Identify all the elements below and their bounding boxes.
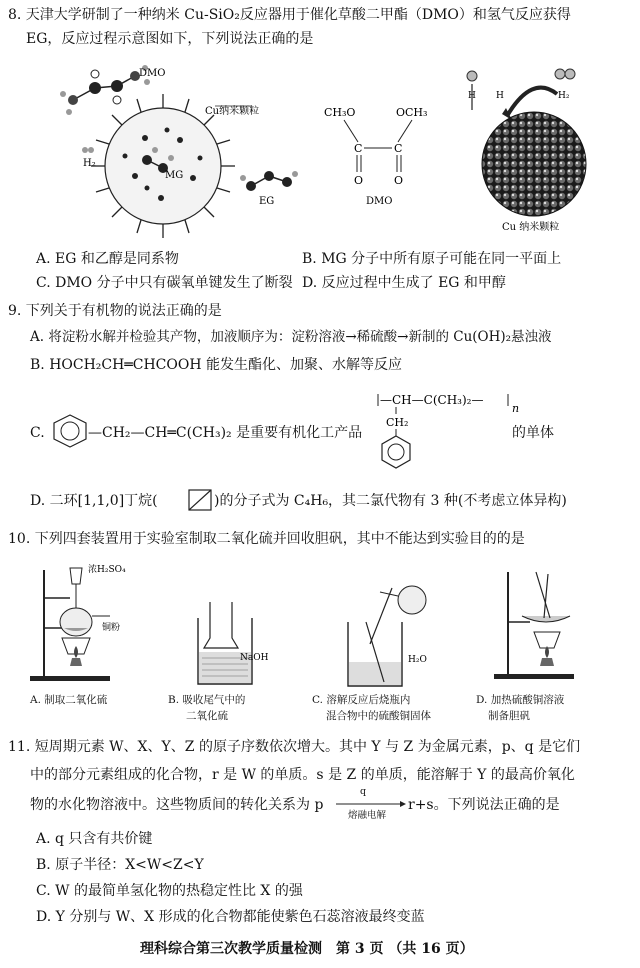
label-mg: MG xyxy=(165,170,184,181)
bicyclobutane-icon xyxy=(188,489,212,511)
apparatus-c xyxy=(340,582,450,692)
cu-ball xyxy=(482,112,586,216)
q10-caption-a: A. 制取二氧化硫 xyxy=(30,694,108,706)
q10-caption-b1: B. 吸收尾气中的 xyxy=(168,694,246,706)
cu-nanoparticle-figure xyxy=(462,64,612,234)
label-h2-top: H₂ xyxy=(558,91,570,101)
label-cu-powder: 铜粉 xyxy=(102,623,121,633)
apparatus-a xyxy=(26,558,156,688)
dmo-o-left: O xyxy=(354,174,364,187)
q9-option-b: B. HOCH₂CH═CHCOOH 能发生酯化、加聚、水解等反应 xyxy=(30,357,403,373)
label-h2o: H₂O xyxy=(408,655,427,665)
q9-option-a: A. 将淀粉水解并检验其产物，加液顺序为：淀粉溶液→稀硫酸→新制的 Cu(OH)₂悬浊液 xyxy=(30,329,552,345)
polymer-repeat-unit: —CH—C(CH₃)₂— xyxy=(380,393,484,407)
q9-option-c-chain: —CH₂—CH═C(CH₃)₂ 是重要有机化工产品 xyxy=(88,425,363,441)
q11-option-b: B. 原子半径：X<W<Z<Y xyxy=(36,857,204,873)
dmo-c-right: C xyxy=(394,142,403,155)
label-h-curve: H xyxy=(496,91,504,101)
q10-caption-b2: 二氧化硫 xyxy=(186,710,228,722)
q11-arrow-reagent: q xyxy=(360,786,367,797)
page-footer: 理科综合第三次教学质量检测 第 3 页 （共 16 页） xyxy=(140,941,474,957)
q8-option-d: D. 反应过程中生成了 EG 和甲醇 xyxy=(302,275,506,291)
q9-option-d-pre: D. 二环[1,1,0]丁烷( xyxy=(30,493,158,509)
label-dmo: DMO xyxy=(139,68,166,79)
label-h2so4: 浓H₂SO₄ xyxy=(88,565,126,575)
q10-caption-d2: 制备胆矾 xyxy=(488,710,530,722)
label-eg: EG xyxy=(259,196,275,207)
dmo-och3: OCH₃ xyxy=(396,106,428,119)
label-naoh: NaOH xyxy=(240,653,269,663)
h-atom-icon xyxy=(565,69,575,79)
dmo-o-right: O xyxy=(394,174,404,187)
q11-arrow-condition: 熔融电解 xyxy=(348,810,387,821)
q10-caption-d1: D. 加热硫酸铜溶液 xyxy=(476,694,565,706)
q11-stem-line3-pre: 物的水化物溶液中。这些物质间的转化关系为 p xyxy=(30,797,324,813)
q11-stem-line3-post: r+s。下列说法正确的是 xyxy=(408,797,560,813)
q8-reactor-figure xyxy=(55,58,315,243)
q9-option-c-end: 的单体 xyxy=(512,425,554,441)
polymer-structure xyxy=(372,386,522,476)
label-cu-nanoparticle: Cu 纳米颗粒 xyxy=(502,222,560,233)
q11-stem-line2: 中的部分元素组成的化合物，r 是 W 的单质。s 是 Z 的单质，能溶解于 Y 的最高价氧化 xyxy=(30,767,575,783)
dmo-ch3o: CH₃O xyxy=(324,106,356,119)
q9-option-c-label: C. xyxy=(30,425,45,441)
dmo-c-left: C xyxy=(354,142,363,155)
q11-option-c: C. W 的最简单氢化物的热稳定性比 X 的强 xyxy=(36,883,303,899)
apparatus-b xyxy=(190,598,280,698)
dmo-molecule xyxy=(60,65,150,115)
h-atom-icon xyxy=(555,69,565,79)
apparatus-d xyxy=(490,566,590,686)
q10-caption-c2: 混合物中的硫酸铜固体 xyxy=(326,710,431,722)
q11-stem-line1: 11. 短周期元素 W、X、Y、Z 的原子序数依次增大。其中 Y 与 Z 为金属元素，p、q 是它们 xyxy=(8,739,581,755)
dmo-structure xyxy=(322,100,442,210)
polymer-n: n xyxy=(512,402,520,415)
h2-atom xyxy=(82,147,88,153)
q8-option-c: C. DMO 分子中只有碳氧单键发生了断裂 xyxy=(36,275,293,291)
q11-option-d: D. Y 分别与 W、X 形成的化合物都能使紫色石蕊溶液最终变蓝 xyxy=(36,909,425,925)
label-h2: H₂ xyxy=(83,158,96,169)
polymer-ch2: CH₂ xyxy=(386,416,409,429)
q10-caption-c1: C. 溶解反应后烧瓶内 xyxy=(312,694,411,706)
label-cu-particle: Cu纳米颗粒 xyxy=(205,106,260,117)
q10-stem: 10. 下列四套装置用于实验室制取二氧化硫并回收胆矾，其中不能达到实验目的的是 xyxy=(8,531,525,547)
q8-stem-line1: 8. 天津大学研制了一种纳米 Cu-SiO₂反应器用于催化草酸二甲酯（DMO）和氢气反应获得 xyxy=(8,7,571,23)
h-atom-icon xyxy=(467,71,477,81)
q8-stem-line2: EG，反应过程示意图如下，下列说法正确的是 xyxy=(26,31,314,47)
h2-atom xyxy=(88,147,94,153)
q9-stem: 9. 下列关于有机物的说法正确的是 xyxy=(8,303,222,319)
q8-option-a: A. EG 和乙醇是同系物 xyxy=(36,251,179,267)
label-h-top: H xyxy=(468,91,476,101)
dmo-formula-label: DMO xyxy=(366,196,393,207)
reaction-arrow-icon xyxy=(336,800,406,808)
q9-option-d-post: )的分子式为 C₄H₆，其二氯代物有 3 种(不考虑立体异构) xyxy=(214,493,567,509)
eg-molecule xyxy=(240,171,298,191)
q11-option-a: A. q 只含有共价键 xyxy=(36,831,153,847)
q8-option-b: B. MG 分子中所有原子可能在同一平面上 xyxy=(302,251,562,267)
benzene-ring-icon xyxy=(52,414,88,448)
